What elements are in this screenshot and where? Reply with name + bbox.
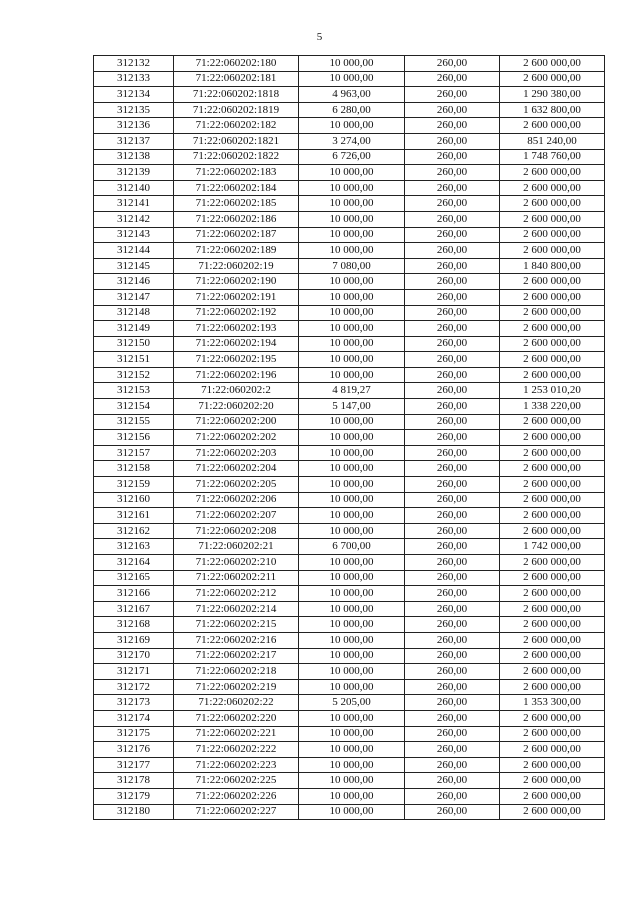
table-row — [94, 87, 605, 103]
rate-cell: 260,00 — [405, 336, 500, 352]
table-row — [94, 71, 605, 87]
value-cell: 2 600 000,00 — [500, 227, 605, 243]
rate-cell: 260,00 — [405, 87, 500, 103]
row-number-cell: 312145 — [94, 258, 174, 274]
row-number-cell: 312175 — [94, 726, 174, 742]
area-cell: 10 000,00 — [299, 243, 405, 259]
cadastral-number-cell: 71:22:060202:216 — [174, 632, 299, 648]
value-cell: 2 600 000,00 — [500, 321, 605, 337]
cadastral-number-cell: 71:22:060202:211 — [174, 570, 299, 586]
cadastral-number-cell: 71:22:060202:200 — [174, 414, 299, 430]
rate-cell: 260,00 — [405, 289, 500, 305]
value-cell: 2 600 000,00 — [500, 617, 605, 633]
rate-cell: 260,00 — [405, 523, 500, 539]
table-row — [94, 757, 605, 773]
table-row — [94, 180, 605, 196]
area-cell: 10 000,00 — [299, 56, 405, 72]
rate-cell: 260,00 — [405, 477, 500, 493]
value-cell: 2 600 000,00 — [500, 118, 605, 134]
rate-cell: 260,00 — [405, 539, 500, 555]
area-cell: 10 000,00 — [299, 742, 405, 758]
rate-cell: 260,00 — [405, 367, 500, 383]
table-row — [94, 102, 605, 118]
rate-cell: 260,00 — [405, 243, 500, 259]
rate-cell: 260,00 — [405, 196, 500, 212]
rate-cell: 260,00 — [405, 601, 500, 617]
value-cell: 2 600 000,00 — [500, 726, 605, 742]
cadastral-number-cell: 71:22:060202:186 — [174, 211, 299, 227]
cadastral-number-cell: 71:22:060202:205 — [174, 477, 299, 493]
rate-cell: 260,00 — [405, 679, 500, 695]
value-cell: 2 600 000,00 — [500, 492, 605, 508]
value-cell: 2 600 000,00 — [500, 211, 605, 227]
rate-cell: 260,00 — [405, 258, 500, 274]
table-row — [94, 149, 605, 165]
value-cell: 2 600 000,00 — [500, 555, 605, 571]
value-cell: 1 742 000,00 — [500, 539, 605, 555]
row-number-cell: 312157 — [94, 445, 174, 461]
rate-cell: 260,00 — [405, 180, 500, 196]
value-cell: 2 600 000,00 — [500, 289, 605, 305]
value-cell: 1 338 220,00 — [500, 399, 605, 415]
area-cell: 10 000,00 — [299, 788, 405, 804]
rate-cell: 260,00 — [405, 149, 500, 165]
value-cell: 2 600 000,00 — [500, 477, 605, 493]
value-cell: 2 600 000,00 — [500, 508, 605, 524]
cadastral-number-cell: 71:22:060202:19 — [174, 258, 299, 274]
row-number-cell: 312144 — [94, 243, 174, 259]
value-cell: 1 632 800,00 — [500, 102, 605, 118]
cadastral-number-cell: 71:22:060202:20 — [174, 399, 299, 415]
value-cell: 2 600 000,00 — [500, 414, 605, 430]
cadastral-number-cell: 71:22:060202:207 — [174, 508, 299, 524]
cadastral-number-cell: 71:22:060202:204 — [174, 461, 299, 477]
cadastral-number-cell: 71:22:060202:194 — [174, 336, 299, 352]
cadastral-number-cell: 71:22:060202:193 — [174, 321, 299, 337]
rate-cell: 260,00 — [405, 773, 500, 789]
cadastral-number-cell: 71:22:060202:220 — [174, 710, 299, 726]
area-cell: 10 000,00 — [299, 289, 405, 305]
cadastral-number-cell: 71:22:060202:221 — [174, 726, 299, 742]
cadastral-number-cell: 71:22:060202:225 — [174, 773, 299, 789]
table-row — [94, 56, 605, 72]
value-cell: 2 600 000,00 — [500, 586, 605, 602]
row-number-cell: 312178 — [94, 773, 174, 789]
table-row — [94, 726, 605, 742]
table-row — [94, 788, 605, 804]
row-number-cell: 312179 — [94, 788, 174, 804]
area-cell: 10 000,00 — [299, 367, 405, 383]
value-cell: 2 600 000,00 — [500, 648, 605, 664]
area-cell: 10 000,00 — [299, 321, 405, 337]
table-row — [94, 523, 605, 539]
row-number-cell: 312161 — [94, 508, 174, 524]
table-body — [94, 56, 605, 820]
cadastral-number-cell: 71:22:060202:219 — [174, 679, 299, 695]
rate-cell: 260,00 — [405, 632, 500, 648]
cadastral-number-cell: 71:22:060202:187 — [174, 227, 299, 243]
area-cell: 10 000,00 — [299, 773, 405, 789]
area-cell: 10 000,00 — [299, 757, 405, 773]
row-number-cell: 312149 — [94, 321, 174, 337]
value-cell: 2 600 000,00 — [500, 243, 605, 259]
row-number-cell: 312176 — [94, 742, 174, 758]
table-row — [94, 118, 605, 134]
cadastral-number-cell: 71:22:060202:189 — [174, 243, 299, 259]
table-row — [94, 227, 605, 243]
row-number-cell: 312143 — [94, 227, 174, 243]
area-cell: 10 000,00 — [299, 305, 405, 321]
value-cell: 1 353 300,00 — [500, 695, 605, 711]
table-row — [94, 165, 605, 181]
area-cell: 10 000,00 — [299, 196, 405, 212]
table-row — [94, 773, 605, 789]
area-cell: 7 080,00 — [299, 258, 405, 274]
value-cell: 2 600 000,00 — [500, 757, 605, 773]
cadastral-number-cell: 71:22:060202:190 — [174, 274, 299, 290]
rate-cell: 260,00 — [405, 211, 500, 227]
value-cell: 2 600 000,00 — [500, 710, 605, 726]
value-cell: 2 600 000,00 — [500, 523, 605, 539]
row-number-cell: 312141 — [94, 196, 174, 212]
rate-cell: 260,00 — [405, 102, 500, 118]
cadastral-number-cell: 71:22:060202:192 — [174, 305, 299, 321]
rate-cell: 260,00 — [405, 133, 500, 149]
rate-cell: 260,00 — [405, 352, 500, 368]
area-cell: 10 000,00 — [299, 601, 405, 617]
area-cell: 3 274,00 — [299, 133, 405, 149]
cadastral-number-cell: 71:22:060202:217 — [174, 648, 299, 664]
area-cell: 10 000,00 — [299, 336, 405, 352]
area-cell: 10 000,00 — [299, 118, 405, 134]
area-cell: 5 205,00 — [299, 695, 405, 711]
area-cell: 10 000,00 — [299, 165, 405, 181]
area-cell: 5 147,00 — [299, 399, 405, 415]
value-cell: 2 600 000,00 — [500, 196, 605, 212]
table-row — [94, 539, 605, 555]
cadastral-number-cell: 71:22:060202:214 — [174, 601, 299, 617]
area-cell: 10 000,00 — [299, 555, 405, 571]
row-number-cell: 312139 — [94, 165, 174, 181]
row-number-cell: 312163 — [94, 539, 174, 555]
row-number-cell: 312134 — [94, 87, 174, 103]
area-cell: 10 000,00 — [299, 726, 405, 742]
row-number-cell: 312137 — [94, 133, 174, 149]
cadastral-number-cell: 71:22:060202:22 — [174, 695, 299, 711]
area-cell: 10 000,00 — [299, 617, 405, 633]
row-number-cell: 312138 — [94, 149, 174, 165]
area-cell: 10 000,00 — [299, 477, 405, 493]
rate-cell: 260,00 — [405, 274, 500, 290]
table-row — [94, 414, 605, 430]
cadastral-number-cell: 71:22:060202:182 — [174, 118, 299, 134]
table-row — [94, 648, 605, 664]
area-cell: 10 000,00 — [299, 211, 405, 227]
area-cell: 10 000,00 — [299, 71, 405, 87]
rate-cell: 260,00 — [405, 695, 500, 711]
table-row — [94, 710, 605, 726]
rate-cell: 260,00 — [405, 648, 500, 664]
value-cell: 2 600 000,00 — [500, 570, 605, 586]
area-cell: 10 000,00 — [299, 664, 405, 680]
value-cell: 2 600 000,00 — [500, 788, 605, 804]
cadastral-number-cell: 71:22:060202:208 — [174, 523, 299, 539]
row-number-cell: 312165 — [94, 570, 174, 586]
value-cell: 2 600 000,00 — [500, 336, 605, 352]
row-number-cell: 312159 — [94, 477, 174, 493]
value-cell: 2 600 000,00 — [500, 430, 605, 446]
table-row — [94, 492, 605, 508]
area-cell: 10 000,00 — [299, 274, 405, 290]
value-cell: 2 600 000,00 — [500, 367, 605, 383]
cadastral-number-cell: 71:22:060202:21 — [174, 539, 299, 555]
cadastral-number-cell: 71:22:060202:202 — [174, 430, 299, 446]
table-row — [94, 133, 605, 149]
row-number-cell: 312167 — [94, 601, 174, 617]
table-row — [94, 305, 605, 321]
row-number-cell: 312153 — [94, 383, 174, 399]
rate-cell: 260,00 — [405, 165, 500, 181]
value-cell: 2 600 000,00 — [500, 632, 605, 648]
rate-cell: 260,00 — [405, 71, 500, 87]
table-row — [94, 601, 605, 617]
table-row — [94, 804, 605, 820]
row-number-cell: 312158 — [94, 461, 174, 477]
table-row — [94, 243, 605, 259]
table-row — [94, 632, 605, 648]
cadastral-number-cell: 71:22:060202:1818 — [174, 87, 299, 103]
table-row — [94, 383, 605, 399]
area-cell: 10 000,00 — [299, 352, 405, 368]
row-number-cell: 312162 — [94, 523, 174, 539]
row-number-cell: 312155 — [94, 414, 174, 430]
area-cell: 4 819,27 — [299, 383, 405, 399]
table-row — [94, 461, 605, 477]
cadastral-number-cell: 71:22:060202:218 — [174, 664, 299, 680]
value-cell: 2 600 000,00 — [500, 305, 605, 321]
table-row — [94, 211, 605, 227]
value-cell: 2 600 000,00 — [500, 352, 605, 368]
rate-cell: 260,00 — [405, 664, 500, 680]
rate-cell: 260,00 — [405, 383, 500, 399]
cadastral-number-cell: 71:22:060202:206 — [174, 492, 299, 508]
value-cell: 2 600 000,00 — [500, 445, 605, 461]
table-row — [94, 555, 605, 571]
rate-cell: 260,00 — [405, 788, 500, 804]
cadastral-number-cell: 71:22:060202:185 — [174, 196, 299, 212]
value-cell: 2 600 000,00 — [500, 664, 605, 680]
cadastral-number-cell: 71:22:060202:191 — [174, 289, 299, 305]
cadastral-number-cell: 71:22:060202:184 — [174, 180, 299, 196]
rate-cell: 260,00 — [405, 586, 500, 602]
area-cell: 6 280,00 — [299, 102, 405, 118]
area-cell: 6 726,00 — [299, 149, 405, 165]
table-row — [94, 274, 605, 290]
value-cell: 1 253 010,20 — [500, 383, 605, 399]
row-number-cell: 312136 — [94, 118, 174, 134]
table-row — [94, 258, 605, 274]
row-number-cell: 312133 — [94, 71, 174, 87]
row-number-cell: 312174 — [94, 710, 174, 726]
value-cell: 2 600 000,00 — [500, 71, 605, 87]
cadastral-number-cell: 71:22:060202:222 — [174, 742, 299, 758]
row-number-cell: 312154 — [94, 399, 174, 415]
table-row — [94, 445, 605, 461]
row-number-cell: 312168 — [94, 617, 174, 633]
value-cell: 1 290 380,00 — [500, 87, 605, 103]
row-number-cell: 312152 — [94, 367, 174, 383]
rate-cell: 260,00 — [405, 305, 500, 321]
area-cell: 10 000,00 — [299, 227, 405, 243]
rate-cell: 260,00 — [405, 118, 500, 134]
table-row — [94, 679, 605, 695]
value-cell: 2 600 000,00 — [500, 461, 605, 477]
table-row — [94, 321, 605, 337]
table-row — [94, 336, 605, 352]
table-row — [94, 399, 605, 415]
row-number-cell: 312150 — [94, 336, 174, 352]
table-row — [94, 742, 605, 758]
row-number-cell: 312172 — [94, 679, 174, 695]
rate-cell: 260,00 — [405, 321, 500, 337]
value-cell: 2 600 000,00 — [500, 742, 605, 758]
row-number-cell: 312180 — [94, 804, 174, 820]
rate-cell: 260,00 — [405, 710, 500, 726]
row-number-cell: 312156 — [94, 430, 174, 446]
table-row — [94, 586, 605, 602]
rate-cell: 260,00 — [405, 757, 500, 773]
table-row — [94, 289, 605, 305]
page-number: 5 — [316, 31, 323, 43]
rate-cell: 260,00 — [405, 445, 500, 461]
row-number-cell: 312173 — [94, 695, 174, 711]
rate-cell: 260,00 — [405, 399, 500, 415]
area-cell: 10 000,00 — [299, 430, 405, 446]
table-row — [94, 367, 605, 383]
cadastral-number-cell: 71:22:060202:180 — [174, 56, 299, 72]
area-cell: 4 963,00 — [299, 87, 405, 103]
cadastral-number-cell: 71:22:060202:203 — [174, 445, 299, 461]
row-number-cell: 312177 — [94, 757, 174, 773]
area-cell: 10 000,00 — [299, 679, 405, 695]
row-number-cell: 312166 — [94, 586, 174, 602]
rate-cell: 260,00 — [405, 492, 500, 508]
row-number-cell: 312151 — [94, 352, 174, 368]
area-cell: 10 000,00 — [299, 586, 405, 602]
cadastral-number-cell: 71:22:060202:1822 — [174, 149, 299, 165]
value-cell: 1 748 760,00 — [500, 149, 605, 165]
cadastral-number-cell: 71:22:060202:223 — [174, 757, 299, 773]
value-cell: 2 600 000,00 — [500, 165, 605, 181]
row-number-cell: 312148 — [94, 305, 174, 321]
row-number-cell: 312171 — [94, 664, 174, 680]
cadastral-number-cell: 71:22:060202:196 — [174, 367, 299, 383]
cadastral-number-cell: 71:22:060202:183 — [174, 165, 299, 181]
cadastral-number-cell: 71:22:060202:181 — [174, 71, 299, 87]
area-cell: 10 000,00 — [299, 461, 405, 477]
value-cell: 851 240,00 — [500, 133, 605, 149]
table-row — [94, 430, 605, 446]
rate-cell: 260,00 — [405, 555, 500, 571]
value-cell: 2 600 000,00 — [500, 601, 605, 617]
row-number-cell: 312146 — [94, 274, 174, 290]
row-number-cell: 312160 — [94, 492, 174, 508]
rate-cell: 260,00 — [405, 430, 500, 446]
value-cell: 2 600 000,00 — [500, 56, 605, 72]
row-number-cell: 312135 — [94, 102, 174, 118]
rate-cell: 260,00 — [405, 804, 500, 820]
value-cell: 2 600 000,00 — [500, 180, 605, 196]
row-number-cell: 312140 — [94, 180, 174, 196]
cadastral-number-cell: 71:22:060202:227 — [174, 804, 299, 820]
value-cell: 2 600 000,00 — [500, 274, 605, 290]
cadastral-number-cell: 71:22:060202:210 — [174, 555, 299, 571]
rate-cell: 260,00 — [405, 508, 500, 524]
table-row — [94, 508, 605, 524]
area-cell: 6 700,00 — [299, 539, 405, 555]
row-number-cell: 312169 — [94, 632, 174, 648]
value-cell: 2 600 000,00 — [500, 679, 605, 695]
cadastral-number-cell: 71:22:060202:195 — [174, 352, 299, 368]
rate-cell: 260,00 — [405, 742, 500, 758]
row-number-cell: 312132 — [94, 56, 174, 72]
rate-cell: 260,00 — [405, 726, 500, 742]
area-cell: 10 000,00 — [299, 710, 405, 726]
rate-cell: 260,00 — [405, 227, 500, 243]
table-row — [94, 617, 605, 633]
cadastral-number-cell: 71:22:060202:226 — [174, 788, 299, 804]
table-row — [94, 196, 605, 212]
area-cell: 10 000,00 — [299, 492, 405, 508]
area-cell: 10 000,00 — [299, 414, 405, 430]
area-cell: 10 000,00 — [299, 804, 405, 820]
land-parcel-table — [93, 55, 605, 820]
rate-cell: 260,00 — [405, 570, 500, 586]
area-cell: 10 000,00 — [299, 445, 405, 461]
value-cell: 1 840 800,00 — [500, 258, 605, 274]
value-cell: 2 600 000,00 — [500, 773, 605, 789]
area-cell: 10 000,00 — [299, 523, 405, 539]
table-row — [94, 695, 605, 711]
rate-cell: 260,00 — [405, 56, 500, 72]
area-cell: 10 000,00 — [299, 570, 405, 586]
rate-cell: 260,00 — [405, 617, 500, 633]
cadastral-number-cell: 71:22:060202:215 — [174, 617, 299, 633]
cadastral-number-cell: 71:22:060202:1819 — [174, 102, 299, 118]
area-cell: 10 000,00 — [299, 508, 405, 524]
area-cell: 10 000,00 — [299, 648, 405, 664]
rate-cell: 260,00 — [405, 461, 500, 477]
area-cell: 10 000,00 — [299, 632, 405, 648]
row-number-cell: 312170 — [94, 648, 174, 664]
cadastral-number-cell: 71:22:060202:212 — [174, 586, 299, 602]
row-number-cell: 312142 — [94, 211, 174, 227]
table-row — [94, 352, 605, 368]
table-row — [94, 664, 605, 680]
cadastral-number-cell: 71:22:060202:1821 — [174, 133, 299, 149]
row-number-cell: 312147 — [94, 289, 174, 305]
table-row — [94, 570, 605, 586]
rate-cell: 260,00 — [405, 414, 500, 430]
row-number-cell: 312164 — [94, 555, 174, 571]
area-cell: 10 000,00 — [299, 180, 405, 196]
table-row — [94, 477, 605, 493]
cadastral-number-cell: 71:22:060202:2 — [174, 383, 299, 399]
value-cell: 2 600 000,00 — [500, 804, 605, 820]
